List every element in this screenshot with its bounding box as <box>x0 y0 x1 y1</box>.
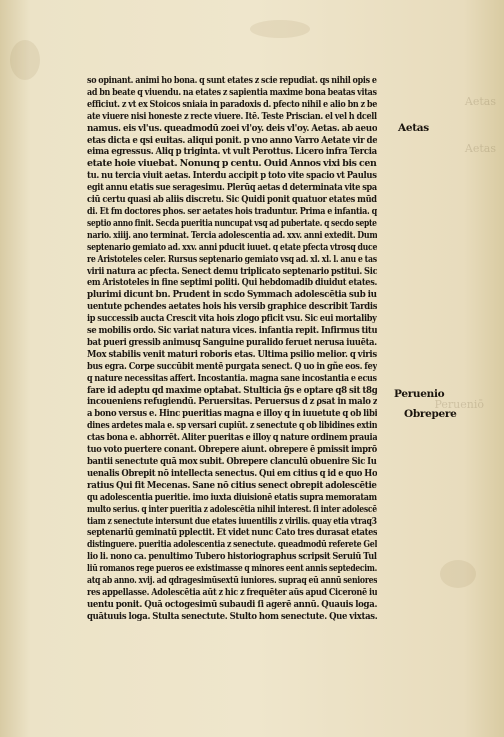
text-line: q nature necessitas affert. Incostantia. magna sane incostantia e ecus <box>87 372 377 384</box>
text-line: bus egra. Corpe succūbit mentē purgata senect. Q uo in gñe eos. fey <box>87 360 377 372</box>
paper-stain <box>250 20 310 38</box>
text-line: lio li. nono ca. penultimo Tubero historiographus scripsit Seruiū Tul <box>87 551 377 563</box>
text-line: septenario gemiato ad. xxv. anni pducit iuuet. q etate pfecta vtrosq duce <box>87 241 377 253</box>
text-line: liū romanos rege pueros ee existimasse q minores eent annis septedecim. <box>87 563 377 575</box>
text-line: ate viuere nisi honeste z recte viuere. Itē. Teste Priscian. el vel h dcell <box>87 110 377 122</box>
text-line: distinguere. pueritia adolescentia z senectute. queadmodū referete Gel <box>87 539 377 551</box>
text-line: etate hoie viuebat. Nonunq p centu. Ouid Annos vixi bis cen <box>87 158 377 170</box>
text-line: tu. nu tercia viuit aetas. Interdu accipit p toto vite spacio vt Paulus <box>87 170 377 182</box>
text-line: egit annu etatis sue seragesimu. Plerūq aetas d determinata vite spa <box>87 182 377 194</box>
bleed-through-text: Aetas <box>464 142 496 155</box>
text-line: a bono versus e. Hinc pueritias magna e illoy q in iuuetute q ob libi <box>87 408 377 420</box>
text-line: di. Et fm doctores phos. ser aetates hois traduntur. Prima e infantia. q <box>87 205 377 217</box>
text-line: em Aristoteles in fine septimi politi. Qui hebdomadib diuidut etates. <box>87 277 377 289</box>
text-line: qu adolescentia pueritie. imo iuxta diuisionē etatis supra memoratam <box>87 491 377 503</box>
bleed-through-text: Perueniō <box>434 398 484 411</box>
text-line: uenalis Obrepit nō intellecta senectus. Qui em citius q id e quo Ho <box>87 467 377 479</box>
text-line: quātuuis loga. Stulta senectute. Stulto hom senectute. Que vixtas. <box>87 610 377 622</box>
text-line: plurimi dicunt bn. Prudent in scdo Symmach adolescētia sub iu <box>87 289 377 301</box>
bleed-through-text: Aetas <box>464 95 496 108</box>
marginal-note-pervenio: Peruenio <box>394 388 445 400</box>
text-line: uentute pchendes aetates hois his versib graphice describit Tardis <box>87 301 377 313</box>
text-line: ratius Qui fit Mecenas. Sane nō citius senect obrepit adolescētie <box>87 479 377 491</box>
commentary-text-block <box>87 75 377 623</box>
text-line: ctas bona e. abhorrēt. Aliter pueritas e illoy q nature ordinem prauia <box>87 432 377 444</box>
text-line: so opinant. animi ho bona. q sunt etates z scie repudiat. qs nihil opis e <box>87 75 377 86</box>
text-line: septio anno finit. Secda pueritia nuncupat vsq ad pubertate. q secdo septe <box>87 217 377 229</box>
text-line: re Aristoteles celer. Rursus septenario gemiato vsq ad. xl. xl. l. anu e tas <box>87 253 377 265</box>
text-line: se mobilis ordo. Sic variat natura vices. infantia repit. Infirmus titu <box>87 325 377 337</box>
text-line: incoueniens refugiendū. Peruersitas. Peruersus d z ρsat in malo z <box>87 396 377 408</box>
paper-stain <box>10 40 40 80</box>
text-line: bat pueri gressib animusq Sanguine puralido feruet nerusa iuuēta. <box>87 336 377 348</box>
text-line: tiam z senectute intersunt due etates iuuentilis z virilis. quay etia vtraq3 <box>87 515 377 527</box>
text-line: ciū certu quasi ab aliis discretu. Sic Quidi ponit quatuor etates mūd <box>87 194 377 206</box>
text-line: dines ardetes mala e. sp versari cupiūt. z senectute q ob libidines extin <box>87 420 377 432</box>
text-line: Mox stabilis venit maturi roboris etas. Ultima psilio melior. q viris <box>87 348 377 360</box>
text-line: multo serius. q inter pueritia z adolescētia nihil interest. ſi inter adolescē <box>87 503 377 515</box>
text-line: nario. xiiij. ano terminat. Tercia adolescentia ad. xxv. anni extedit. Dum <box>87 229 377 241</box>
text-line: res appellasse. Adolescētia aūt z hic z frequēter aūs apud Ciceronē iu <box>87 586 377 598</box>
text-line: namus. eis vl'us. queadmodū zoei vl'oy. deis vl'oy. Aetas. ab aeuo <box>87 122 377 134</box>
text-line: fare id adeptu qd maxime optabat. Stulticia ḡs e optare q8 sit t8g <box>87 384 377 396</box>
text-line: bantii senectute quā mox subit. Obrepere clanculū obuenire Sic Iu <box>87 456 377 467</box>
text-line: efficiut. z vt ex Stoicos sniaia in paradoxis d. pfecto nihil e alio bn z be <box>87 98 377 110</box>
text-line: atq ab anno. xvij. ad qdragesimūsextū iuniores. supraq eū annū seniores <box>87 575 377 587</box>
text-line: uentu ponit. Quā octogesimū subaudi ſi agerē annū. Quauis loga. <box>87 598 377 610</box>
text-line: etas dicta e qsi euitas. aliqui ponit. p vno anno Varro Aetate vir de <box>87 134 377 146</box>
text-line: tuo voto puertere conant. Obrepere aiunt. obrepere ē pmissit imprō <box>87 444 377 456</box>
paper-stain <box>440 560 476 588</box>
text-line: ip successib aucta Crescit vita hois zlogo pficit vsu. Sic eui mortaliby <box>87 313 377 325</box>
text-line: ad bn beate q viuendu. na etates z sapientia maxime bona beatas vitas <box>87 86 377 98</box>
marginal-note-obrepere: Obrepere <box>404 408 457 420</box>
text-line: septenariū geminatū pplectit. Et videt nunc Cato tres durasat etates <box>87 527 377 539</box>
marginal-note-aetas: Aetas <box>398 122 429 134</box>
text-line: eima egressus. Aliq p triginta. vt vult Perottus. Licero infra Tercia <box>87 146 377 158</box>
text-line: virii natura ac pfecta. Senect demu triplicato septenario pstitui. Sic <box>87 265 377 277</box>
